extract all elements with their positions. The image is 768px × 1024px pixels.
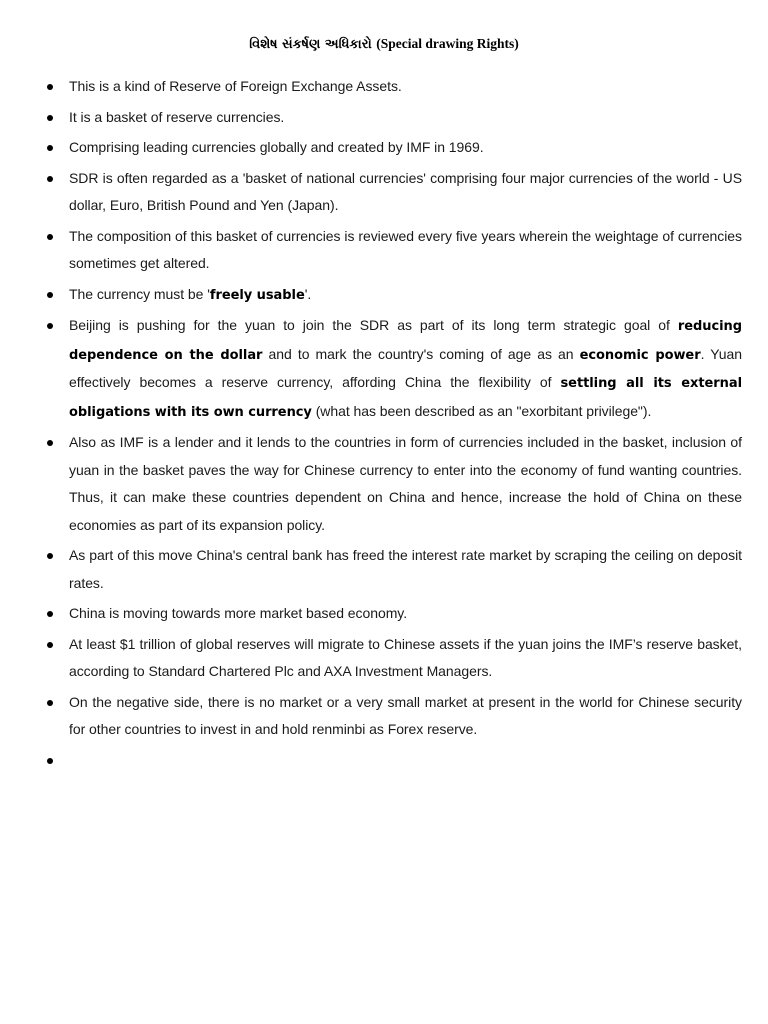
text-segment: Beijing is pushing for the yuan to join the SDR as part of its long term strategic goal of <box>69 317 678 333</box>
text-segment: Also as IMF is a lender and it lends to the countries in form of currencies included in the basket, inclusion of yuan in the basket paves the way for Chinese currency to enter into the economy of fund wanting countries. Thus, it can make these countries dependent on China and hence, increase the hold of China on these economies as part of its expansion policy. <box>69 434 742 533</box>
text-segment: As part of this move China's central bank has freed the interest rate market by scraping the ceiling on deposit rates. <box>69 547 742 591</box>
list-item <box>69 223 742 278</box>
text-segment: and to mark the country's coming of age as an <box>262 345 580 362</box>
bold-text: freely usable <box>209 287 305 303</box>
title-english: (Special drawing Rights) <box>376 36 519 51</box>
text-segment: SDR is often regarded as a 'basket of national currencies' comprising four major currencies of the world - US dollar, Euro, British Pound and Yen (Japan). <box>69 169 742 213</box>
text-segment: It is a basket of reserve currencies. <box>69 108 285 125</box>
list-item <box>69 134 742 162</box>
text-segment: . Yuan effectively becomes a reserve currency, affording China the flexibility of <box>69 345 742 390</box>
list-item <box>69 429 742 539</box>
list-item <box>69 747 742 774</box>
list-item <box>69 104 742 132</box>
bold-text: reducing dependence on the dollar <box>69 319 742 363</box>
list-item <box>69 281 742 310</box>
text-segment: On the negative side, there is no market or a very small market at present in the world for Chinese security for other countries to invest in and hold renminbi as Forex reserve. <box>69 693 742 737</box>
text-segment: '. <box>304 285 312 302</box>
list-item <box>69 312 742 426</box>
bold-text: economic power <box>579 347 701 363</box>
text-segment: China is moving towards more market based economy. <box>69 605 408 621</box>
text-segment: At least $1 trillion of global reserves will migrate to Chinese assets if the yuan joins the IMF’s reserve basket, according to Standard Chartered Plc and AXA Investment Managers. <box>69 635 742 679</box>
bullet-list <box>0 73 768 777</box>
text-segment: Comprising leading currencies globally and created by IMF in 1969. <box>69 139 484 155</box>
list-item <box>69 165 742 220</box>
text-segment: The composition of this basket of currencies is reviewed every five years wherein the weightage of currencies sometimes get altered. <box>69 227 742 271</box>
page-title <box>0 36 768 52</box>
title-gujarati: વિશેષ સંકર્ષણ અધિકારો <box>249 37 372 52</box>
list-item <box>69 73 742 101</box>
list-item <box>69 631 742 686</box>
text-segment: This is a kind of Reserve of Foreign Exchange Assets. <box>69 78 402 94</box>
text-segment: The currency must be ' <box>69 285 210 302</box>
list-item <box>69 542 742 597</box>
list-item <box>69 689 742 744</box>
bold-text: settling all its external obligations with its own currency <box>69 376 742 420</box>
list-item <box>69 600 742 628</box>
text-segment: (what has been described as an "exorbitant privilege"). <box>311 402 652 419</box>
